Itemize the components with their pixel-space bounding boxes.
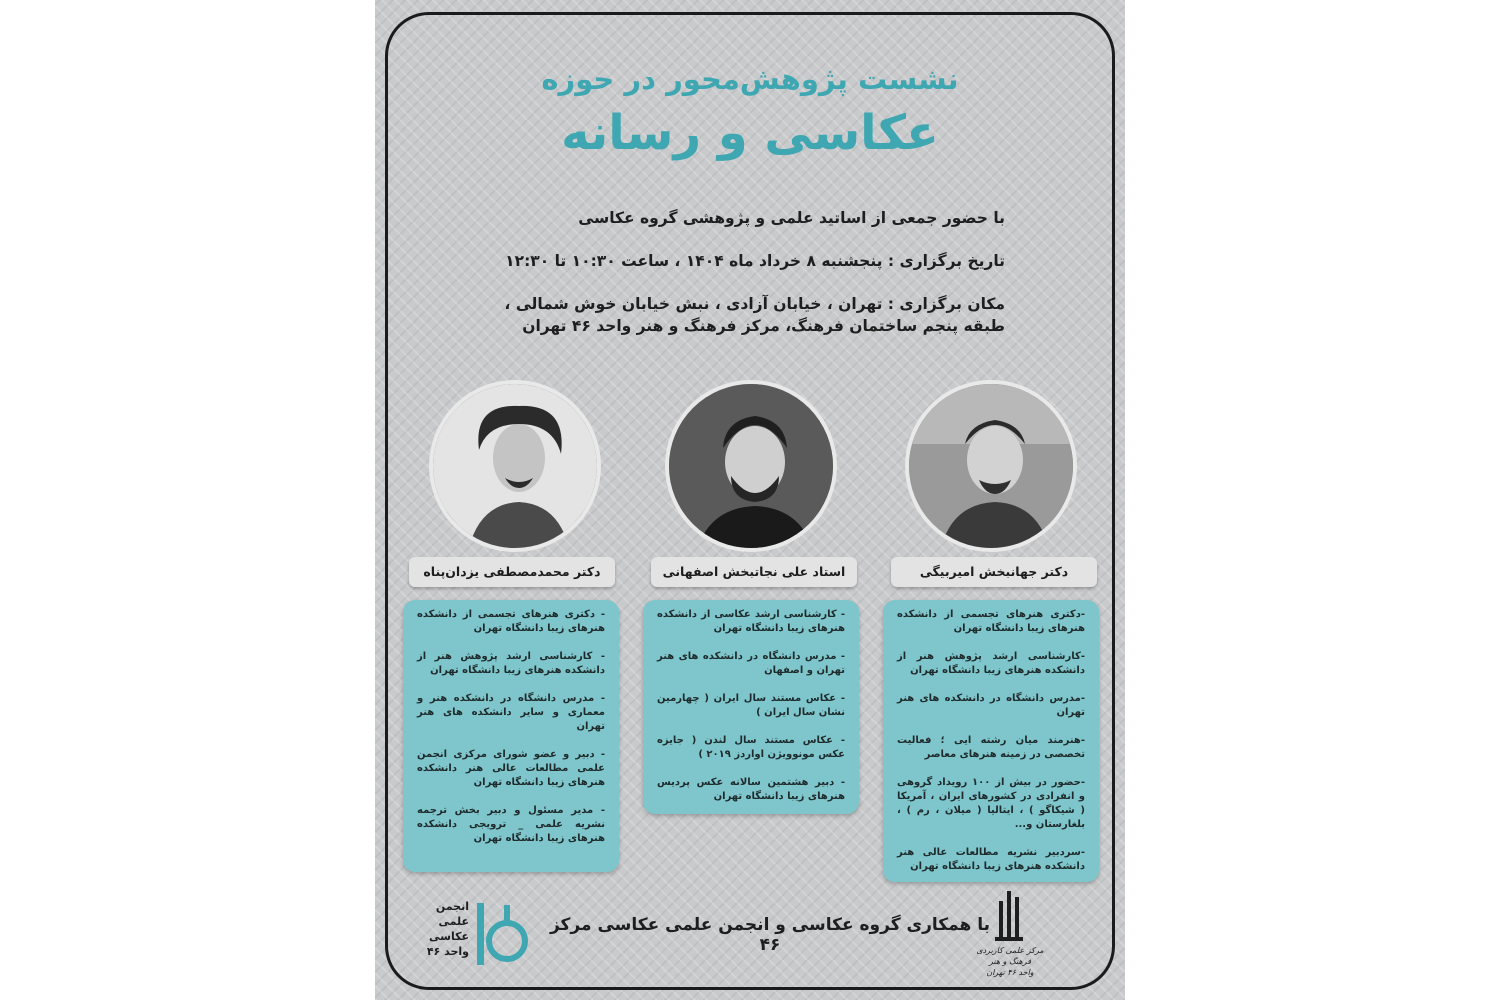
poster-title-line2: عکاسی و رسانه: [561, 105, 939, 161]
intro-text: با حضور جمعی از اساتید علمی و پژوهشی گروه عکاسی: [578, 209, 1005, 227]
bio-item: - کارشناسی ارشد عکاسی از دانشکده هنرهای زیبا دانشگاه تهران: [657, 609, 845, 634]
event-location-line2: طبقه پنجم ساختمان فرهنگ، مرکز فرهنگ و هنر واحد ۴۶ تهران: [522, 317, 1005, 335]
event-poster: [375, 0, 1125, 1000]
bio-item: - مدرس دانشگاه در دانشکده های هنر تهران و اصفهان: [657, 651, 845, 676]
bio-item: -سردبیر نشریه مطالعات عالی هنر دانشکده هنرهای زیبا دانشگاه تهران: [897, 847, 1085, 872]
center-logo-caption: مرکز علمی کاربردی فرهنگ و هنر واحد ۴۶ تهران: [976, 946, 1044, 977]
speaker-2-name: استاد علی نجاتبخش اصفهانی: [651, 557, 857, 587]
speaker-3-bio-card: [403, 600, 619, 872]
event-location-line1: مکان برگزاری : تهران ، خیابان آزادی ، نبش خیابان خوش شمالی ،: [504, 295, 1005, 313]
bio-item: -هنرمند میان رشته ایی ؛ فعالیت تخصصی در زمینه هنرهای معاصر: [897, 735, 1085, 760]
bio-item: - کارشناسی ارشد پژوهش هنر از دانشکده هنرهای زیبا دانشگاه تهران: [417, 651, 605, 676]
bio-item: -کارشناسی ارشد پژوهش هنر از دانشکده هنرهای زیبا دانشگاه تهران: [897, 651, 1085, 676]
speaker-3-portrait: [429, 380, 601, 552]
speaker-2-bio-card: [643, 600, 859, 814]
bio-item: - مدیر مسئول و دبیر بخش ترجمه نشریه علمی _ ترویجی دانشکده هنرهای زیبا دانشگاه تهران: [417, 805, 605, 844]
speaker-2-portrait: [665, 380, 837, 552]
bio-item: - عکاس مستند سال ایران ( چهارمین نشان سال ایران ): [657, 693, 845, 718]
collaboration-text: با همکاری گروه عکاسی و انجمن علمی عکاسی مرکز ۴۶: [549, 915, 991, 955]
bio-item: - دبیر و عضو شورای مرکزی انجمن علمی مطالعات عالی هنر دانشکده هنرهای زیبا دانشگاه تهران: [417, 749, 605, 788]
speaker-1-portrait: [905, 380, 1077, 552]
bio-item: - دکتری هنرهای تجسمی از دانشکده هنرهای زیبا دانشگاه تهران: [417, 609, 605, 634]
speaker-3-name: دکتر محمدمصطفی یزدان‌پناه: [409, 557, 615, 587]
event-date: تاریخ برگزاری : پنجشنبه ۸ خرداد ماه ۱۴۰۴ ، ساعت ۱۰:۳۰ تا ۱۲:۳۰: [505, 252, 1005, 270]
poster-title-line1: نشست پژوهش‌محور در حوزه: [541, 62, 959, 96]
logo-text: انجمن علمی عکاسی واحد ۴۶: [426, 900, 469, 958]
culture-art-center-logo: [965, 885, 1055, 980]
speaker-1-name: دکتر جهانبخش امیربیگی: [891, 557, 1097, 587]
society-emblem-icon: [473, 899, 529, 971]
bio-item: -دکتری هنرهای تجسمی از دانشکده هنرهای زیبا دانشگاه تهران: [897, 609, 1085, 634]
bio-item: - مدرس دانشگاه در دانشکده هنر و معماری و سایر دانشکده های هنر تهران: [417, 693, 605, 732]
bio-item: - عکاس مستند سال لندن ( جایزه عکس مونوویژن اواردز ۲۰۱۹ ): [657, 735, 845, 760]
center-emblem-icon: [995, 887, 1027, 943]
bio-item: -حضور در بیش از ۱۰۰ رویداد گروهی و انفرادی در کشورهای ایران ، آمریکا ( شیکاگو ) ، ایتالیا ( میلان ، رم ) ، بلغارستان و...: [897, 777, 1085, 830]
photography-society-logo: [419, 895, 529, 975]
bio-item: -مدرس دانشگاه در دانشکده های هنر تهران: [897, 693, 1085, 718]
bio-item: - دبیر هشتمین سالانه عکس پردیس هنرهای زیبا دانشگاه تهران: [657, 777, 845, 802]
speaker-1-bio-card: [883, 600, 1099, 882]
